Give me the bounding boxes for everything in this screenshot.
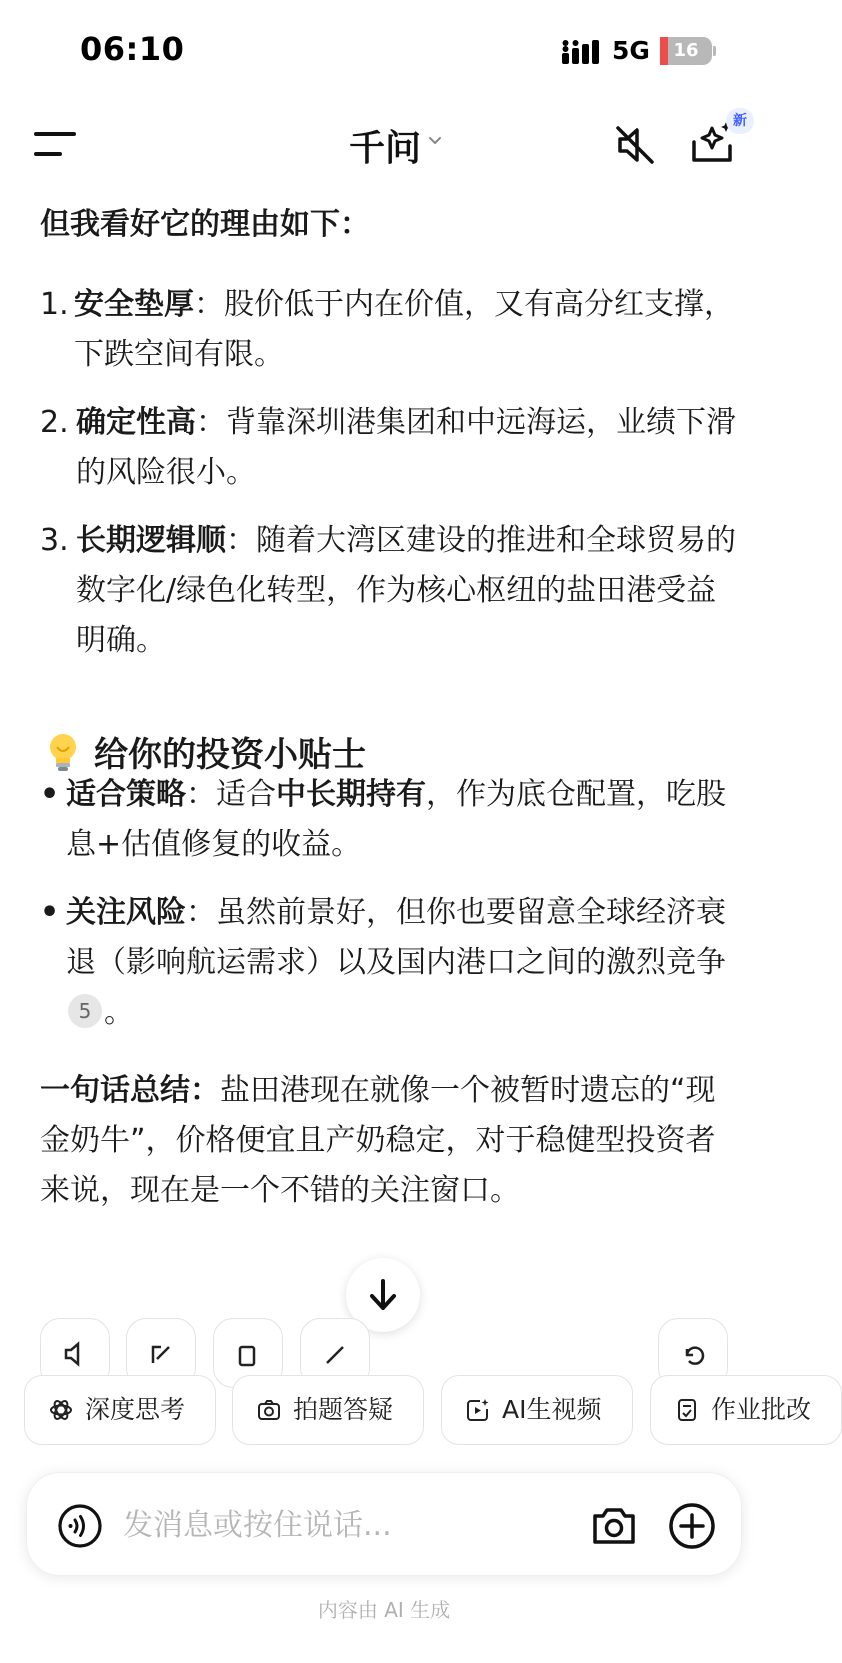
nav-bar bbox=[0, 100, 768, 190]
status-bar bbox=[0, 0, 768, 100]
copy-icon bbox=[236, 1341, 262, 1367]
message-actions bbox=[0, 1312, 768, 1352]
plus-circle-icon[interactable] bbox=[667, 1501, 717, 1551]
edit-icon bbox=[149, 1341, 175, 1367]
assistant-message: 但我看好它的理由如下： 1. 安全垫厚：股价低于内在价值，又有高分红支撑，下跌空间有限。 2. 确定性高：背靠深圳港集团和中远海运，业绩下滑的风险很小。 3. 长期逻辑顺：随着大湾区建设的推进和全球贸易的数字化/绿色化转型，作为核心枢纽的盐田港受益明确。 给你的投资小贴士 • 适合策略：适合中长期持有，作为底仓配置，吃股息+估值修复的收益。 • 关注风险：虽然前景好，但你也要留意全球经济衰退（影响航运需求）以及国内港口之间的激烈竞争5 。 一句话总结：盐田港现在就像一个被暂时遗忘的“现金奶牛”，价格便宜且产奶稳定，对于稳健型投资者来说，现在是一个不错的关注窗口。 bbox=[0, 190, 768, 1270]
summary-paragraph: 一句话总结：盐田港现在就像一个被暂时遗忘的“现金奶牛”，价格便宜且产奶稳定，对于稳健型投资者来说，现在是一个不错的关注窗口。 bbox=[40, 1073, 716, 1208]
new-badge: 新 bbox=[726, 108, 754, 134]
camera-icon[interactable] bbox=[589, 1501, 639, 1551]
chevron-down-icon[interactable] bbox=[428, 136, 442, 146]
signal-strength-icon bbox=[562, 40, 602, 64]
chip-deep-thinking[interactable]: 深度思考 bbox=[24, 1375, 216, 1445]
voice-wave-icon[interactable] bbox=[57, 1503, 103, 1549]
camera-plus-icon bbox=[257, 1398, 281, 1422]
arrow-down-icon bbox=[368, 1278, 398, 1312]
homework-icon bbox=[675, 1398, 699, 1422]
light-bulb-icon bbox=[46, 732, 80, 772]
section-title: 给你的投资小贴士 bbox=[46, 730, 366, 780]
deep-think-icon bbox=[49, 1398, 73, 1422]
message-input[interactable] bbox=[123, 1497, 583, 1553]
status-time: 06:10 bbox=[80, 30, 185, 68]
feature-chips bbox=[0, 1375, 812, 1447]
speaker-muted-icon[interactable] bbox=[610, 120, 660, 170]
chip-photo-answer[interactable]: 拍题答疑 bbox=[232, 1375, 424, 1445]
network-type: 5G bbox=[612, 36, 650, 65]
model-title[interactable]: 千问 bbox=[349, 128, 422, 169]
ai-disclaimer: 内容由 AI 生成 bbox=[317, 1598, 451, 1622]
citation-badge[interactable]: 5 bbox=[68, 994, 102, 1028]
intro-heading: 但我看好它的理由如下： bbox=[40, 207, 370, 242]
video-sparkle-icon bbox=[466, 1398, 490, 1422]
battery-indicator bbox=[660, 37, 716, 65]
refresh-icon bbox=[681, 1341, 707, 1367]
speaker-icon bbox=[63, 1341, 89, 1367]
pen-icon bbox=[323, 1341, 349, 1367]
menu-icon[interactable] bbox=[34, 128, 78, 160]
chip-ai-video[interactable]: AI生视频 bbox=[441, 1375, 633, 1445]
battery-level-text: 16 bbox=[673, 40, 699, 61]
chat-input-bar bbox=[26, 1472, 742, 1576]
chip-homework[interactable]: 作业批改 bbox=[650, 1375, 842, 1445]
